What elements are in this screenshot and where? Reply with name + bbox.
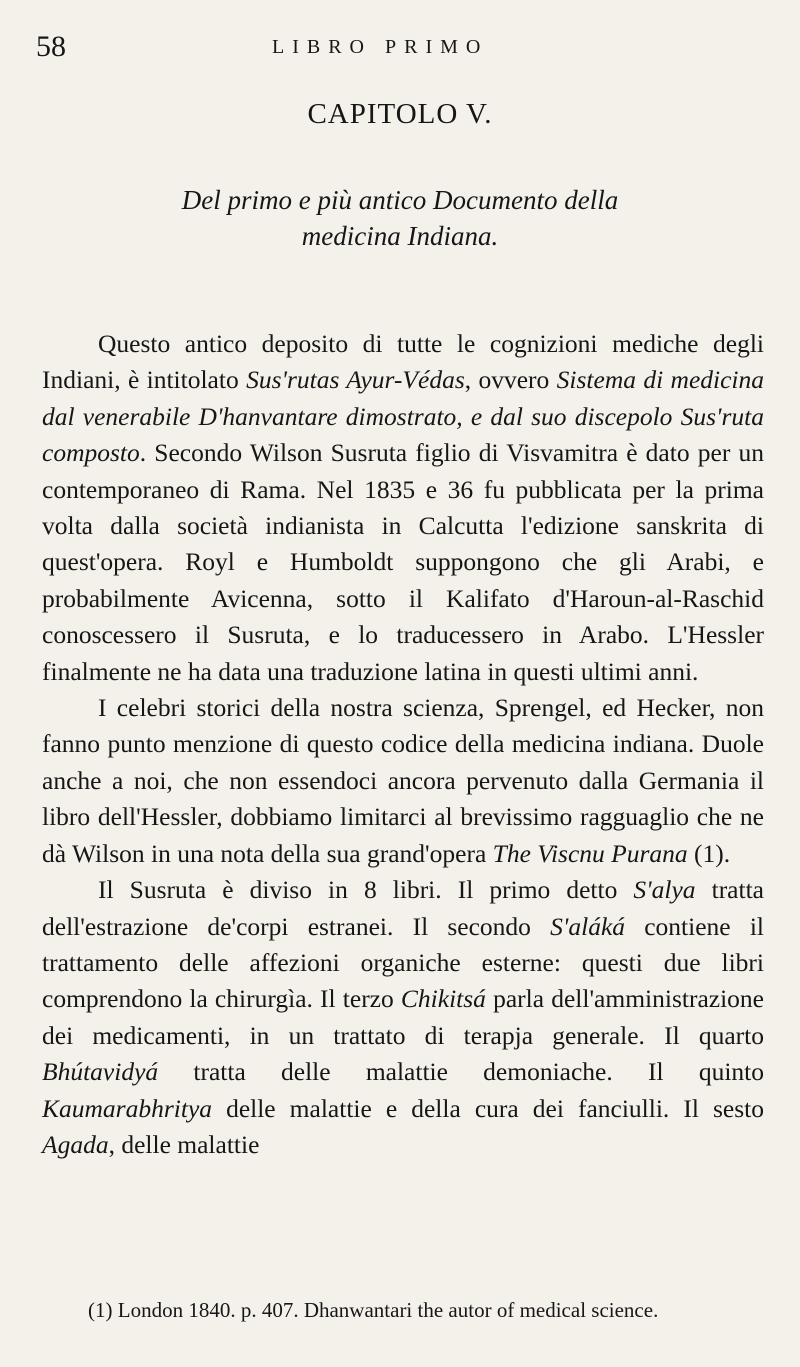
- paragraph-1-text: , ovvero: [464, 365, 557, 395]
- paragraph-3-text: tratta dell'estrazione de'corpi estranei. Il secondo: [42, 875, 764, 941]
- running-head: [36, 30, 756, 70]
- footnote: (1) London 1840. p. 407. Dhanwantari the autor of medical science.: [88, 1298, 659, 1322]
- body-text: [42, 326, 764, 1163]
- paragraph-1: [42, 326, 764, 690]
- paragraph-3-text: parla dell'amministrazione dei medicamenti, in un trattato di terapja generale. Il quarto: [42, 984, 764, 1050]
- paragraph-2: [42, 690, 764, 872]
- paragraph-2-text: I celebri storici della nostra scienza, Sprengel, ed Hecker, non fanno punto menzione di questo codice della medicina indiana. Duole anche a noi, che non essendoci ancora pervenuto dalla Germania il libro dell'Hessler, dobbiamo limitarci al brevissimo ragguaglio che ne dà Wilson in una nota della sua grand'opera: [42, 693, 764, 868]
- paragraph-1-text: Questo antico deposito di tutte le cognizioni mediche degli Indiani, è intitolato: [42, 329, 764, 395]
- paragraph-2-text: (1).: [687, 838, 731, 868]
- book-name-salaka: S'aláká: [550, 911, 626, 941]
- chapter-subtitle-line-1: Del primo e più antico Documento della: [181, 185, 619, 215]
- running-title: LIBRO PRIMO: [272, 36, 489, 58]
- paragraph-3-text: , delle malattie: [108, 1129, 260, 1159]
- paragraph-3-text: delle malattie e della cura dei fanciulli. Il sesto: [212, 1093, 764, 1123]
- chapter-subtitle: [120, 182, 680, 254]
- work-title-viscnu-purana: The Viscnu Purana: [492, 838, 688, 868]
- work-title-translation: Sistema di medicina dal venerabile D'hanvantare dimostrato, e dal suo discepolo Sus'ruta composto: [42, 365, 765, 468]
- chapter-subtitle-line-2: medicina Indiana.: [301, 221, 499, 251]
- book-name-agada: Agada: [42, 1129, 109, 1159]
- paragraph-3-text: contiene il trattamento delle affezioni organiche esterne: questi due libri comprendono la chirurgìa. Il terzo: [42, 911, 765, 1014]
- work-title-susrutas: Sus'rutas Ayur-Védas: [246, 365, 465, 395]
- paragraph-3: [42, 872, 764, 1163]
- paragraph-3-text: tratta delle malattie demoniache. Il quinto: [158, 1057, 764, 1087]
- book-name-salya: S'alya: [633, 875, 696, 905]
- paragraph-1-text: . Secondo Wilson Susruta figlio di Visvamitra è dato per un contemporaneo di Rama. Nel 1835 e 36 fu pubblicata per la prima volta dalla società indianista in Calcutta l'edizione sanskrita di quest'opera. Royl e Humboldt suppongono che gli Arabi, e probabilmente Avicenna, sotto il Kalifato d'Haroun-al-Raschid conoscessero il Susruta, e lo traducessero in Arabo. L'Hessler finalmente ne ha data una traduzione latina in questi ultimi anni.: [42, 438, 764, 686]
- book-name-bhutavidya: Bhútavidyá: [42, 1057, 159, 1087]
- book-name-chikitsa: Chikitsá: [400, 984, 486, 1014]
- page-number: 58: [36, 30, 66, 63]
- book-name-kaumarabhritya: Kaumarabhritya: [42, 1093, 213, 1123]
- chapter-heading: CAPITOLO V.: [307, 98, 493, 130]
- paragraph-3-text: Il Susruta è diviso in 8 libri. Il primo detto: [98, 875, 634, 905]
